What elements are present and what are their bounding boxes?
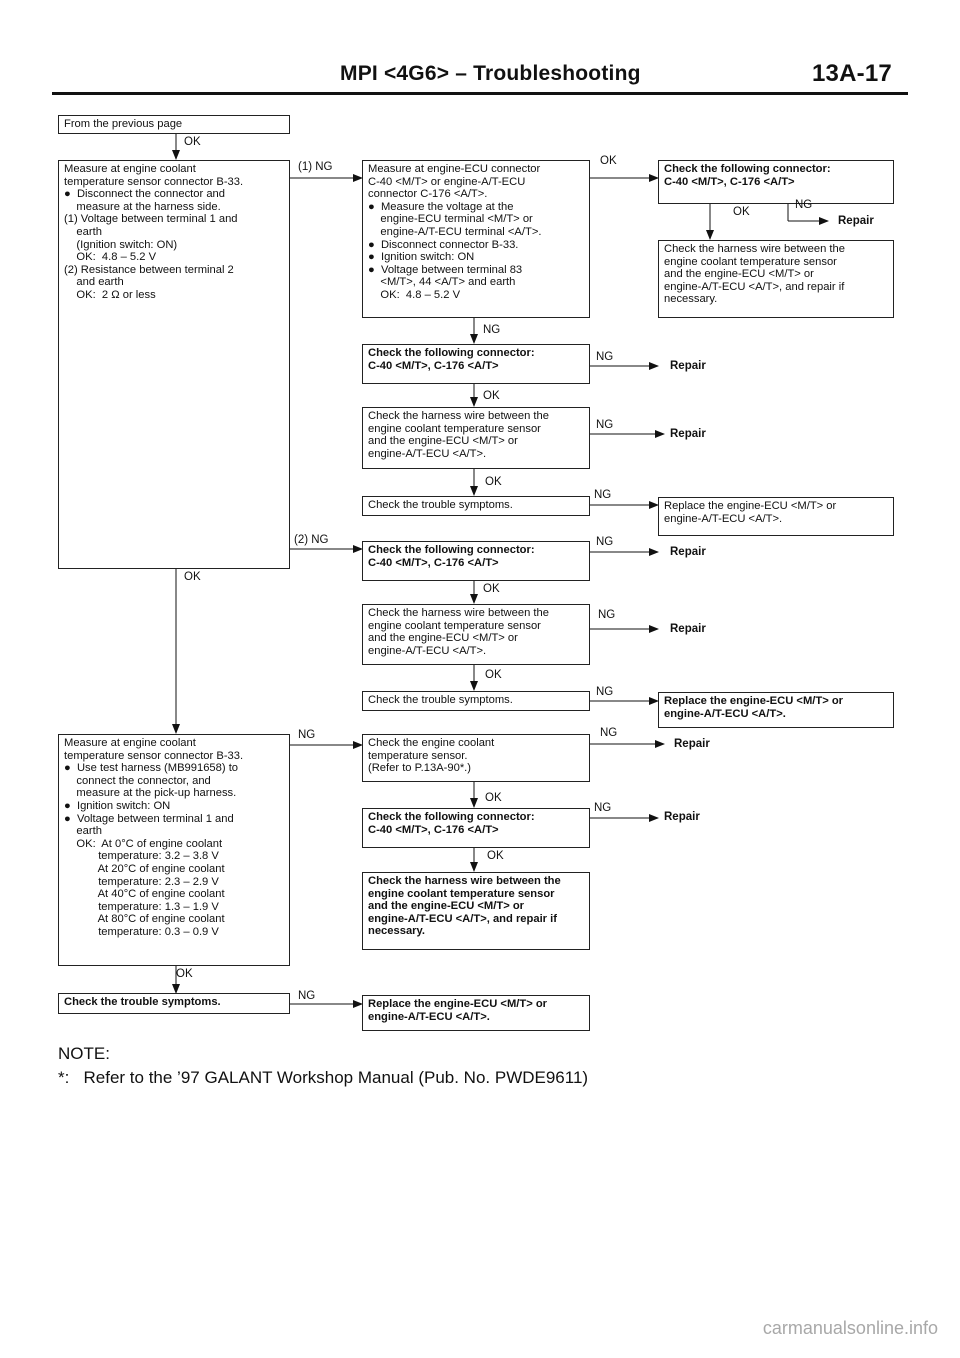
ng-label: NG (594, 489, 612, 501)
ok-label: OK (733, 206, 750, 218)
ng-2-label: (2) NG (294, 534, 329, 546)
ng-label: NG (795, 199, 813, 211)
check-connector-box-3: Check the following connector: C-40 <M/T>, C-176 <A/T> (362, 808, 590, 848)
check-connector-box-top: Check the following connector: C-40 <M/T>, C-176 <A/T> (658, 160, 894, 204)
repair-label: Repair (670, 546, 706, 558)
repair-label: Repair (674, 738, 710, 750)
measure-sensor-box: Measure at engine coolant temperature sensor connector B-33. ● Disconnect the connector and measure at the harness side. (1) Voltage between terminal 1 and earth (Ignition switch: ON) OK: 4.8 – 5.2 V (2) Resistance between terminal 2 and earth OK: 2 Ω or less (58, 160, 290, 569)
ok-label: OK (600, 155, 617, 167)
ng-label: NG (298, 990, 316, 1002)
repair-label: Repair (670, 623, 706, 635)
ng-label: NG (483, 324, 501, 336)
ok-label: OK (487, 850, 504, 862)
page-title: MPI <4G6> – Troubleshooting (340, 62, 641, 85)
check-sensor-box: Check the engine coolant temperature sensor. (Refer to P.13A-90*.) (362, 734, 590, 782)
trouble-symptoms-box-3: Check the trouble symptoms. (58, 993, 290, 1014)
ok-label: OK (485, 476, 502, 488)
check-connector-box-2: Check the following connector: C-40 <M/T>, C-176 <A/T> (362, 541, 590, 581)
ng-label: NG (596, 419, 614, 431)
ok-label: OK (176, 968, 193, 980)
note-title: NOTE: (58, 1044, 110, 1063)
ng-label: NG (298, 729, 316, 741)
repair-label: Repair (670, 428, 706, 440)
replace-ecu-box-1: Replace the engine-ECU <M/T> or engine-A/T-ECU <A/T>. (658, 497, 894, 536)
note-text: *: Refer to the ’97 GALANT Workshop Manual (Pub. No. PWDE9611) (58, 1068, 589, 1087)
check-harness-box-2: Check the harness wire between the engine coolant temperature sensor and the engine-ECU <M/T> or engine-A/T-ECU <A/T>. (362, 604, 590, 665)
from-previous-page-box: From the previous page (58, 115, 290, 134)
ng-label: NG (596, 536, 614, 548)
check-harness-box-3: Check the harness wire between the engine coolant temperature sensor and the engine-ECU <M/T> or engine-A/T-ECU <A/T>, and repair if necessary. (362, 872, 590, 950)
measure-pickup-box: Measure at engine coolant temperature sensor connector B-33. ● Use test harness (MB991658) to connect the connector, and measure at the pick-up harness. ● Ignition switch: ON ● Voltage between terminal 1 and earth OK: At 0°C of engine coolant temperature: 3.2 – 3.8 V At 20°C of engine coolant temperature: 2.3 – 2.9 V At 40°C of engine coolant temperature: 1.3 – 1.9 V At 80°C of engine coolant temperature: 0.3 – 0.9 V (58, 734, 290, 966)
ng-1-label: (1) NG (298, 161, 333, 173)
trouble-symptoms-box-2: Check the trouble symptoms. (362, 691, 590, 711)
ng-label: NG (596, 686, 614, 698)
replace-ecu-box-3: Replace the engine-ECU <M/T> or engine-A/T-ECU <A/T>. (362, 995, 590, 1031)
ok-label: OK (184, 136, 201, 148)
ok-label: OK (483, 390, 500, 402)
ng-label: NG (600, 727, 618, 739)
ng-label: NG (598, 609, 616, 621)
check-harness-box-1: Check the harness wire between the engine coolant temperature sensor and the engine-ECU <M/T> or engine-A/T-ECU <A/T>. (362, 407, 590, 469)
page-number: 13A-17 (812, 60, 892, 87)
repair-label: Repair (838, 215, 874, 227)
trouble-symptoms-box-1: Check the trouble symptoms. (362, 496, 590, 516)
footer-watermark: carmanualsonline.info (762, 1318, 938, 1338)
repair-label: Repair (670, 360, 706, 372)
ok-label: OK (485, 792, 502, 804)
replace-ecu-box-2: Replace the engine-ECU <M/T> or engine-A/T-ECU <A/T>. (658, 692, 894, 728)
measure-ecu-box: Measure at engine-ECU connector C-40 <M/T> or engine-A/T-ECU connector C-176 <A/T>. ● Measure the voltage at the engine-ECU terminal <M/T> or engine-A/T-ECU terminal <A/T>. ● Disconnect connector B-33. ● Ignition switch: ON ● Voltage between terminal 83 <M/T>, 44 <A/T> and earth OK: 4.8 – 5.2 V (362, 160, 590, 318)
ok-label: OK (485, 669, 502, 681)
ok-label: OK (483, 583, 500, 595)
check-connector-box-1: Check the following connector: C-40 <M/T>, C-176 <A/T> (362, 344, 590, 384)
ok-label: OK (184, 571, 201, 583)
ng-label: NG (594, 802, 612, 814)
check-harness-box-top: Check the harness wire between the engine coolant temperature sensor and the engine-ECU <M/T> or engine-A/T-ECU <A/T>, and repair if necessary. (658, 240, 894, 318)
ng-label: NG (596, 351, 614, 363)
repair-label: Repair (664, 811, 700, 823)
